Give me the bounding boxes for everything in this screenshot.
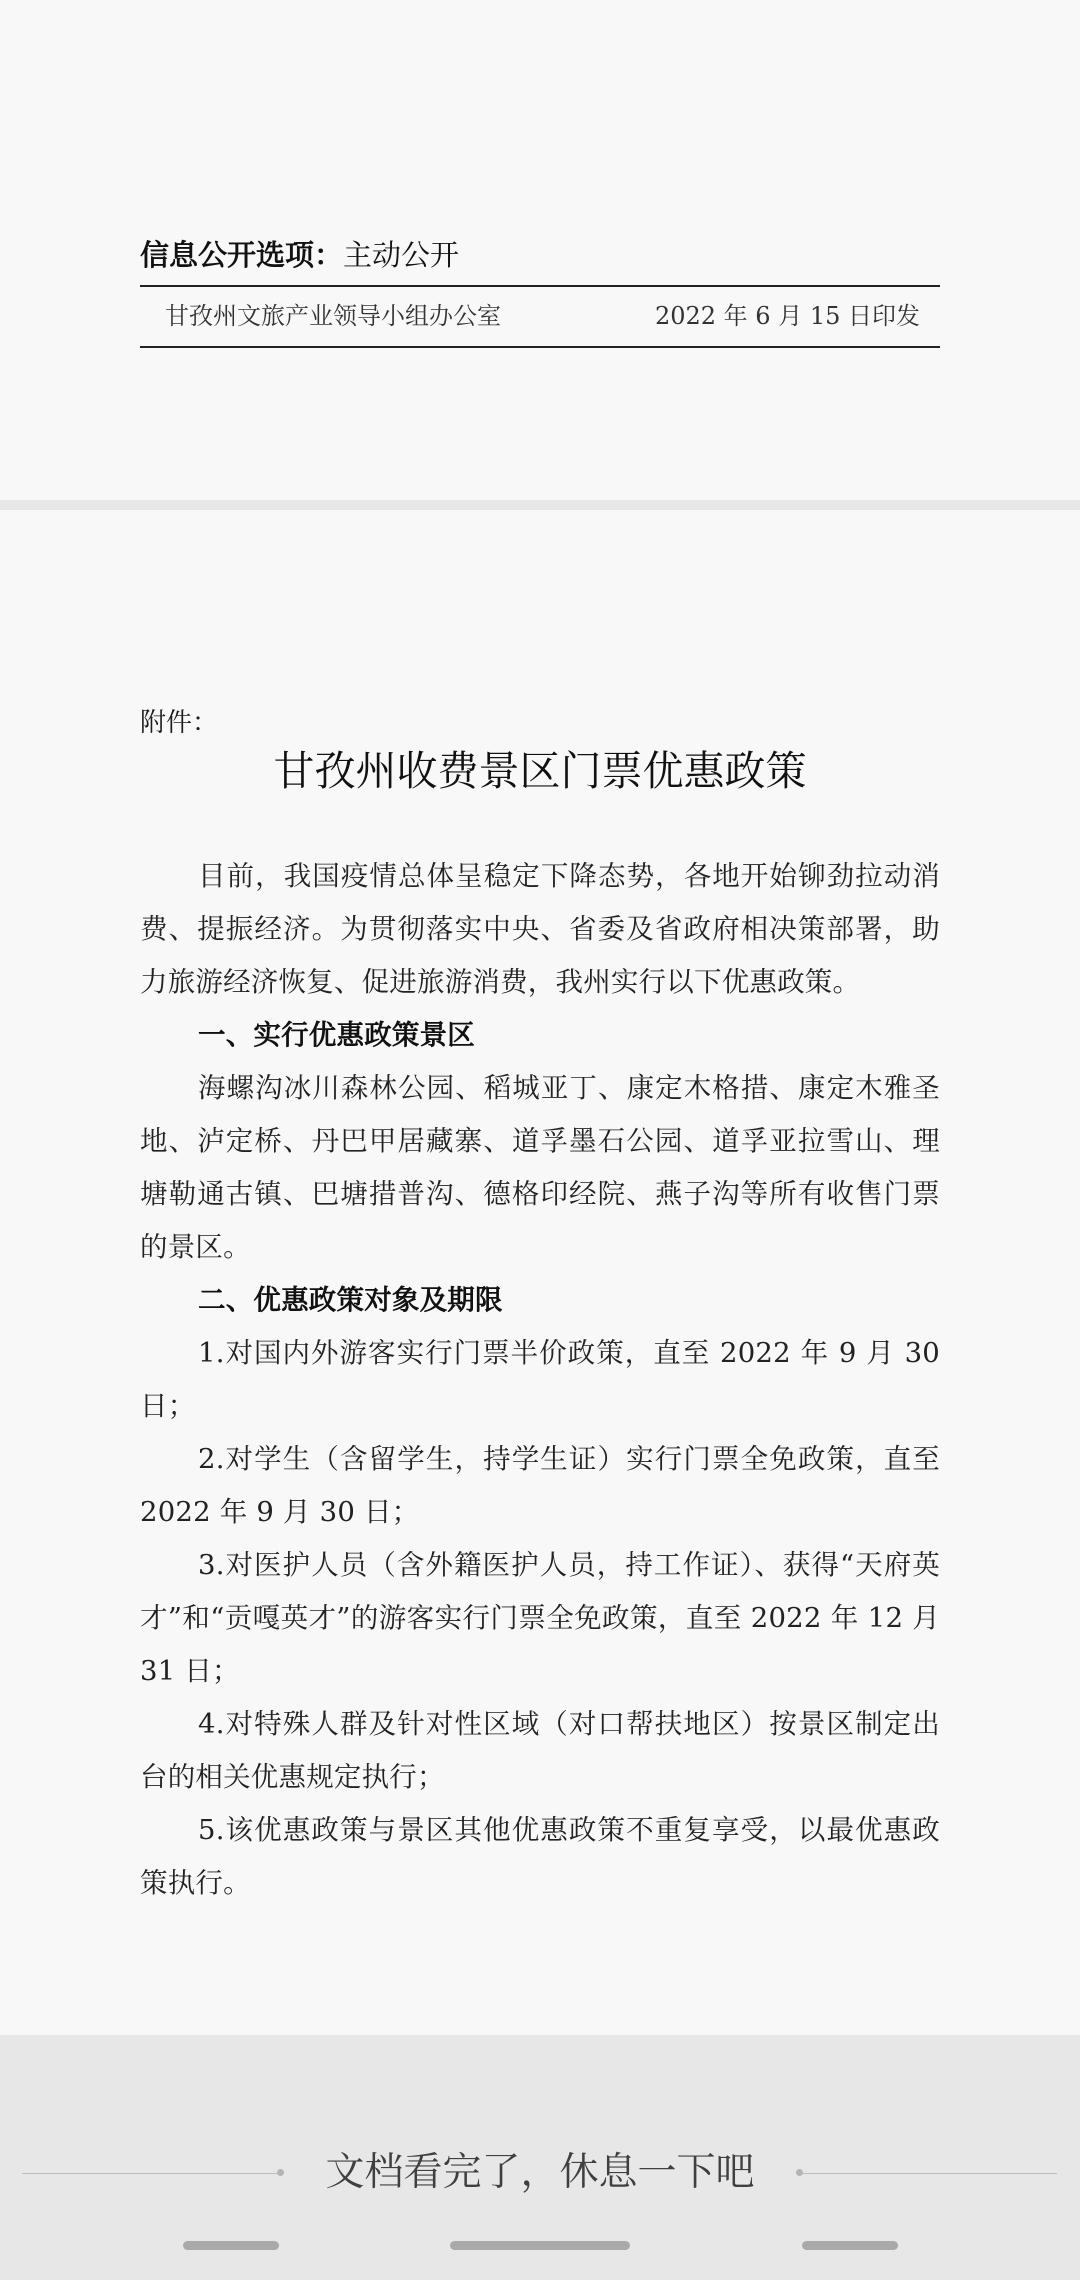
nav-home-button[interactable] (450, 2241, 630, 2250)
document-title: 甘孜州收费景区门票优惠政策 (273, 747, 807, 795)
nav-back-button[interactable] (802, 2241, 898, 2250)
policy-item-5: 5.该优惠政策与景区其他优惠政策不重复享受，以最优惠政策执行。 (140, 1814, 940, 1899)
disclosure-value: 主动公开 (343, 238, 460, 272)
imprint-bottom-rule (140, 346, 940, 348)
disclosure-label: 信息公开选项： (140, 238, 344, 272)
document-body (140, 850, 940, 1910)
nav-menu-button[interactable] (183, 2241, 279, 2250)
end-divider-right (802, 2173, 1057, 2174)
section-1-heading: 一、实行优惠政策景区 (198, 1019, 475, 1051)
policy-item-2: 2.对学生（含留学生，持学生证）实行门票全免政策，直至 2022 年 9 月 30 日； (140, 1443, 940, 1528)
document-page-2 (0, 510, 1080, 2035)
policy-item-3: 3.对医护人员（含外籍医护人员，持工作证）、获得“天府英才”和“贡嘎英才”的游客实行门票全免政策，直至 2022 年 12 月 31 日； (140, 1549, 940, 1687)
document-page-1 (0, 0, 1080, 500)
issue-date: 2022 年 6 月 15 日印发 (654, 302, 920, 330)
disclosure-option (140, 233, 459, 277)
intro-paragraph: 目前，我国疫情总体呈稳定下降态势，各地开始铆劲拉动消费、提振经济。为贯彻落实中央、省委及省政府相决策部署，助力旅游经济恢复、促进旅游消费，我州实行以下优惠政策。 (140, 860, 940, 998)
section-2-heading: 二、优惠政策对象及期限 (198, 1284, 503, 1316)
end-of-document-banner (0, 2140, 1080, 2206)
imprint-top-rule (140, 285, 940, 287)
attachment-label: 附件： (140, 708, 219, 738)
section-1-paragraph: 海螺沟冰川森林公园、稻城亚丁、康定木格措、康定木雅圣地、泸定桥、丹巴甲居藏寨、道孚墨石公园、道孚亚拉雪山、理塘勒通古镇、巴塘措普沟、德格印经院、燕子沟等所有收售门票的景区。 (140, 1072, 940, 1263)
issuing-office: 甘孜州文旅产业领导小组办公室 (165, 302, 501, 330)
policy-item-4: 4.对特殊人群及针对性区域（对口帮扶地区）按景区制定出台的相关优惠规定执行； (140, 1708, 940, 1793)
policy-item-1: 1.对国内外游客实行门票半价政策，直至 2022 年 9 月 30 日； (140, 1337, 940, 1422)
end-message: 文档看完了，休息一下吧 (325, 2150, 755, 2195)
